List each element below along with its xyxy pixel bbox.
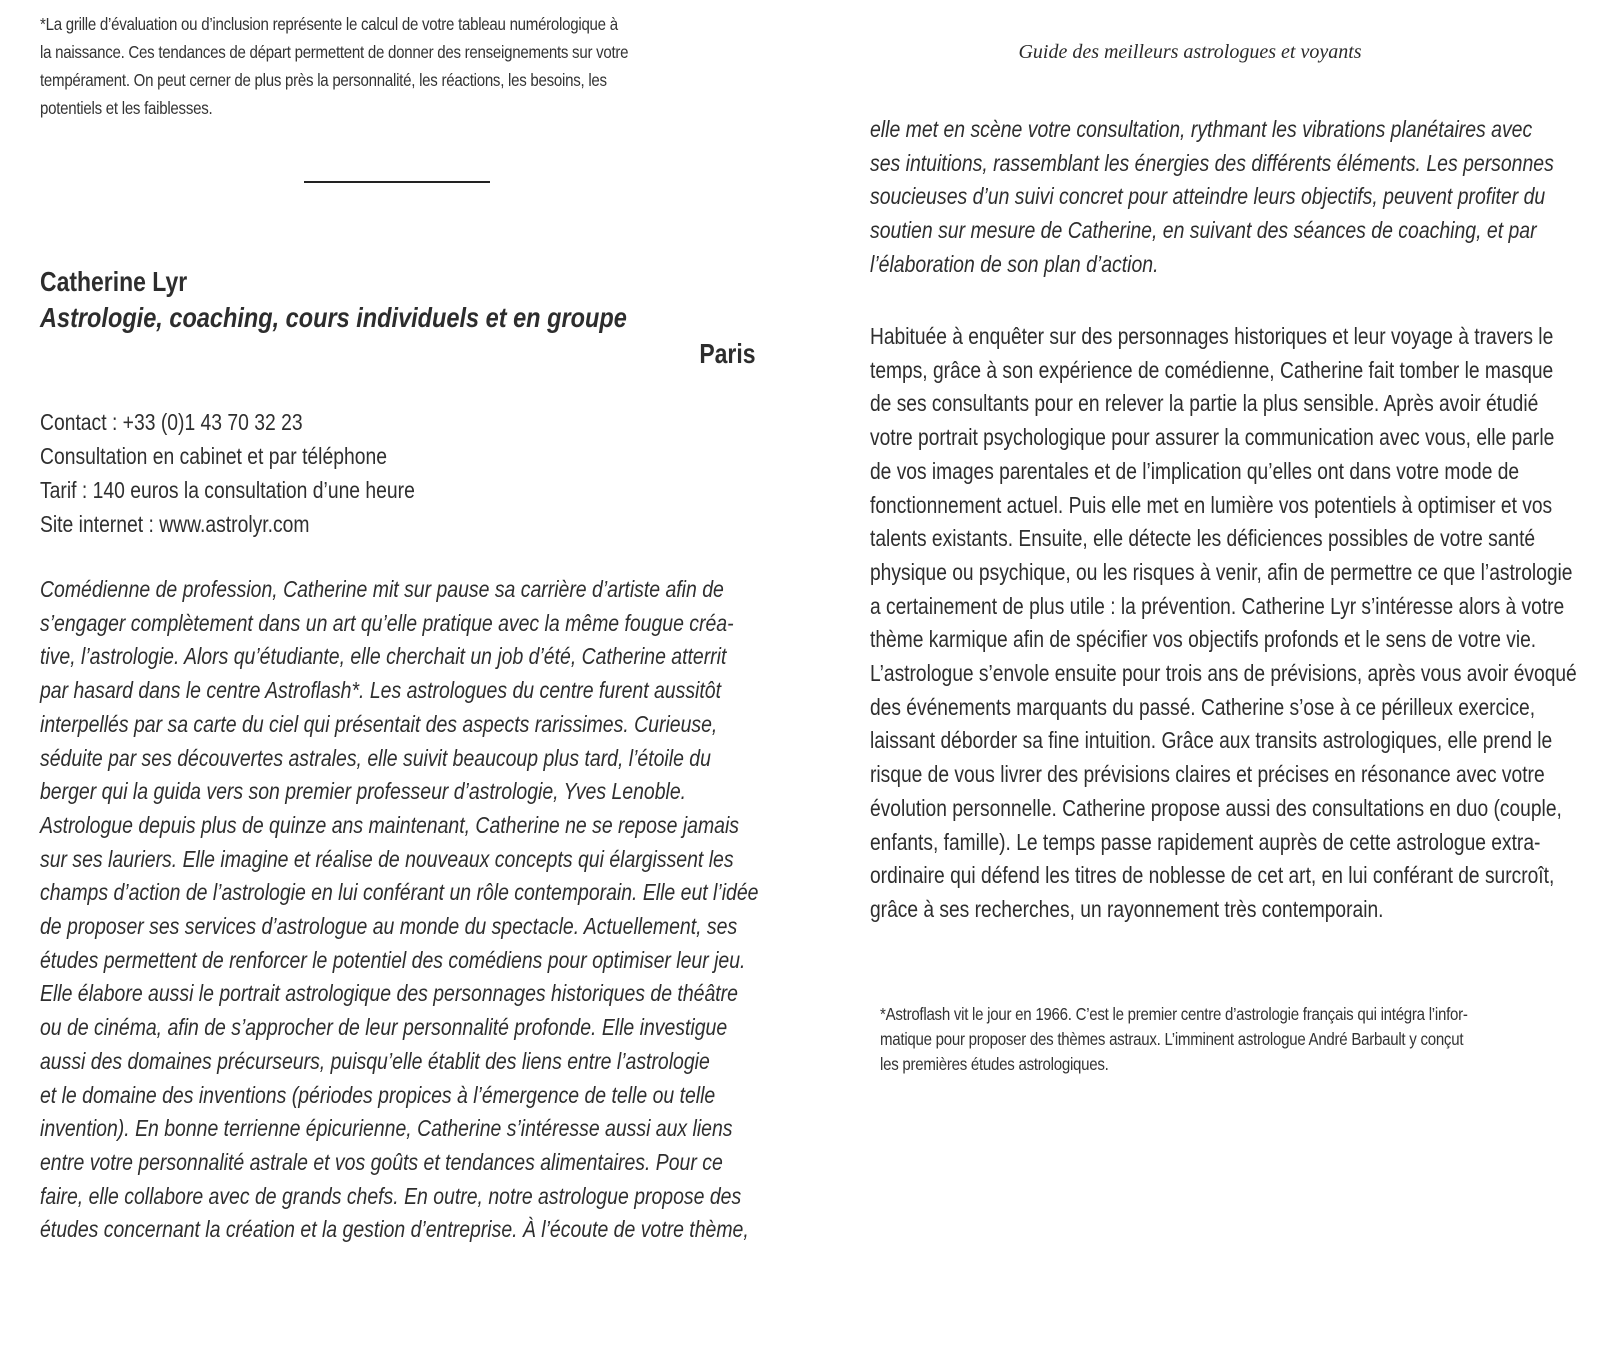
body-line: L’astrologue s’envole ensuite pour trois ans de prévisions, après vous avoir évoqué xyxy=(870,660,1577,687)
body-line: Habituée à enquêter sur des personnages historiques et leur voyage à travers le xyxy=(870,323,1554,349)
bio-line: berger qui la guida vers son premier professeur d’astrologie, Yves Lenoble. xyxy=(40,778,687,805)
astroflash-footnote xyxy=(880,1002,1563,1077)
bio-line: s’engager complètement dans un art qu’elle pratique avec la même fougue créa- xyxy=(40,609,734,636)
bio-line: de proposer ses services d’astrologue au monde du spectacle. Actuellement, ses xyxy=(40,913,738,940)
bio-line: par hasard dans le centre Astroflash*. Les astrologues du centre furent aussitôt xyxy=(40,677,721,704)
body-line: évolution personnelle. Catherine propose aussi des consultations en duo (couple, xyxy=(870,794,1562,821)
body-line: ordinaire qui défend les titres de noblesse de cet art, en lui conférant de surcroît, xyxy=(870,862,1555,889)
contact-info xyxy=(40,405,486,541)
astrologer-specialty: Astrologie, coaching, cours individuels et en groupe xyxy=(40,302,627,333)
bio-line: Comédienne de profession, Catherine mit sur pause sa carrière d’artiste afin de xyxy=(40,576,724,602)
biography-intro xyxy=(40,573,890,1247)
body-line: laissant déborder sa fine intuition. Grâce aux transits astrologiques, elle prend le xyxy=(870,727,1553,754)
body-line: grâce à ses recherches, un rayonnement très contemporain. xyxy=(870,895,1384,922)
numerology-footnote xyxy=(40,10,724,122)
bio-line: tive, l’astrologie. Alors qu’étudiante, elle cherchait un job d’été, Catherine atterrit xyxy=(40,643,727,670)
body-line: risque de vous livrer des prévisions claires et précises en résonance avec votre xyxy=(870,761,1545,788)
bio-line: soucieuses d’un suivi concret pour atteindre leurs objectifs, peuvent profiter du xyxy=(870,183,1546,210)
bio-line: soutien sur mesure de Catherine, en suivant des séances de coaching, et par xyxy=(870,217,1537,244)
bio-line: études concernant la création et la gestion d’entreprise. À l’écoute de votre thème, xyxy=(40,1216,749,1243)
body-line: talents existants. Ensuite, elle détecte les déficiences possibles de votre santé xyxy=(870,525,1536,552)
bio-line: aussi des domaines précurseurs, puisqu’elle établit des liens entre l’astrologie xyxy=(40,1047,710,1074)
bio-line: Elle élabore aussi le portrait astrologique des personnages historiques de théâtre xyxy=(40,980,738,1007)
footnote-line: tempérament. On peut cerner de plus près la personnalité, les réactions, les besoins, les xyxy=(40,70,607,90)
bio-line: invention). En bonne terrienne épicurienne, Catherine s’intéresse aussi aux liens xyxy=(40,1115,733,1142)
biography-continuation xyxy=(870,113,1621,282)
body-line: physique ou psychique, ou les risques à venir, afin de permettre ce que l’astrologie xyxy=(870,558,1573,585)
bio-line: champs d’action de l’astrologie en lui conférant un rôle contemporain. Elle eut l’idée xyxy=(40,879,759,906)
body-line: des événements marquants du passé. Catherine s’ose à ce périlleux exercice, xyxy=(870,693,1536,720)
body-line: thème karmique afin de spécifier vos objectifs profonds et le sens de votre vie. xyxy=(870,626,1537,653)
website: Site internet : www.astrolyr.com xyxy=(40,511,310,537)
bio-line: elle met en scène votre consultation, rythmant les vibrations planétaires avec xyxy=(870,116,1533,142)
running-head: Guide des meilleurs astrologues et voyants xyxy=(1018,41,1362,63)
consultation-rate: Tarif : 140 euros la consultation d’une heure xyxy=(40,477,415,503)
bio-line: études permettent de renforcer le potentiel des comédiens pour optimiser leur jeu. xyxy=(40,946,746,973)
bio-line: sur ses lauriers. Elle imagine et réalise de nouveaux concepts qui élargissent les xyxy=(40,845,734,872)
bio-line: l’élaboration de son plan d’action. xyxy=(870,250,1159,277)
consultation-description xyxy=(870,320,1621,927)
bio-line: séduite par ses découvertes astrales, elle suivit beaucoup plus tard, l’étoile du xyxy=(40,744,711,771)
bio-line: ses intuitions, rassemblant les énergies des différents éléments. Les personnes xyxy=(870,149,1554,176)
bio-line: interpellés par sa carte du ciel qui présentait des aspects rarissimes. Curieuse, xyxy=(40,710,718,737)
footnote-line: potentiels et les faiblesses. xyxy=(40,98,213,118)
consultation-mode: Consultation en cabinet et par téléphone xyxy=(40,443,387,469)
section-separator xyxy=(304,181,490,183)
footnote-line: *La grille d’évaluation ou d’inclusion représente le calcul de votre tableau numérologique à xyxy=(40,14,618,34)
body-line: fonctionnement actuel. Puis elle met en lumière vos potentiels à optimiser et vos xyxy=(870,491,1553,518)
astrologer-city: Paris xyxy=(698,338,755,369)
body-line: enfants, famille). Le temps passe rapidement auprès de cette astrologue extra- xyxy=(870,828,1541,855)
footnote-line: les premières études astrologiques. xyxy=(880,1054,1109,1074)
body-line: de vos images parentales et de l’implication qu’elles ont dans votre mode de xyxy=(870,457,1520,484)
body-line: de ses consultants pour en relever la partie la plus sensible. Après avoir étudié xyxy=(870,390,1539,417)
bio-line: entre votre personnalité astrale et vos goûts et tendances alimentaires. Pour ce xyxy=(40,1148,723,1175)
bio-line: ou de cinéma, afin de s’approcher de leur personnalité profonde. Elle investigue xyxy=(40,1014,728,1041)
bio-line: Astrologue depuis plus de quinze ans maintenant, Catherine ne se repose jamais xyxy=(40,811,740,838)
bio-line: et le domaine des inventions (périodes propices à l’émergence de telle ou telle xyxy=(40,1081,716,1108)
body-line: temps, grâce à son expérience de comédienne, Catherine fait tomber le masque xyxy=(870,356,1554,383)
body-line: votre portrait psychologique pour assurer la communication avec vous, elle parle xyxy=(870,424,1555,451)
footnote-line: matique pour proposer des thèmes astraux. L’imminent astrologue André Barbault y conçut xyxy=(880,1029,1464,1049)
contact-phone: Contact : +33 (0)1 43 70 32 23 xyxy=(40,409,303,435)
body-line: a certainement de plus utile : la prévention. Catherine Lyr s’intéresse alors à votre xyxy=(870,592,1565,619)
astrologer-name: Catherine Lyr xyxy=(40,266,188,297)
footnote-line: *Astroflash vit le jour en 1966. C’est le premier centre d’astrologie français qui intégra l’infor- xyxy=(880,1004,1468,1024)
bio-line: faire, elle collabore avec de grands chefs. En outre, notre astrologue propose des xyxy=(40,1182,742,1209)
footnote-line: la naissance. Ces tendances de départ permettent de donner des renseignements sur votre xyxy=(40,42,629,62)
